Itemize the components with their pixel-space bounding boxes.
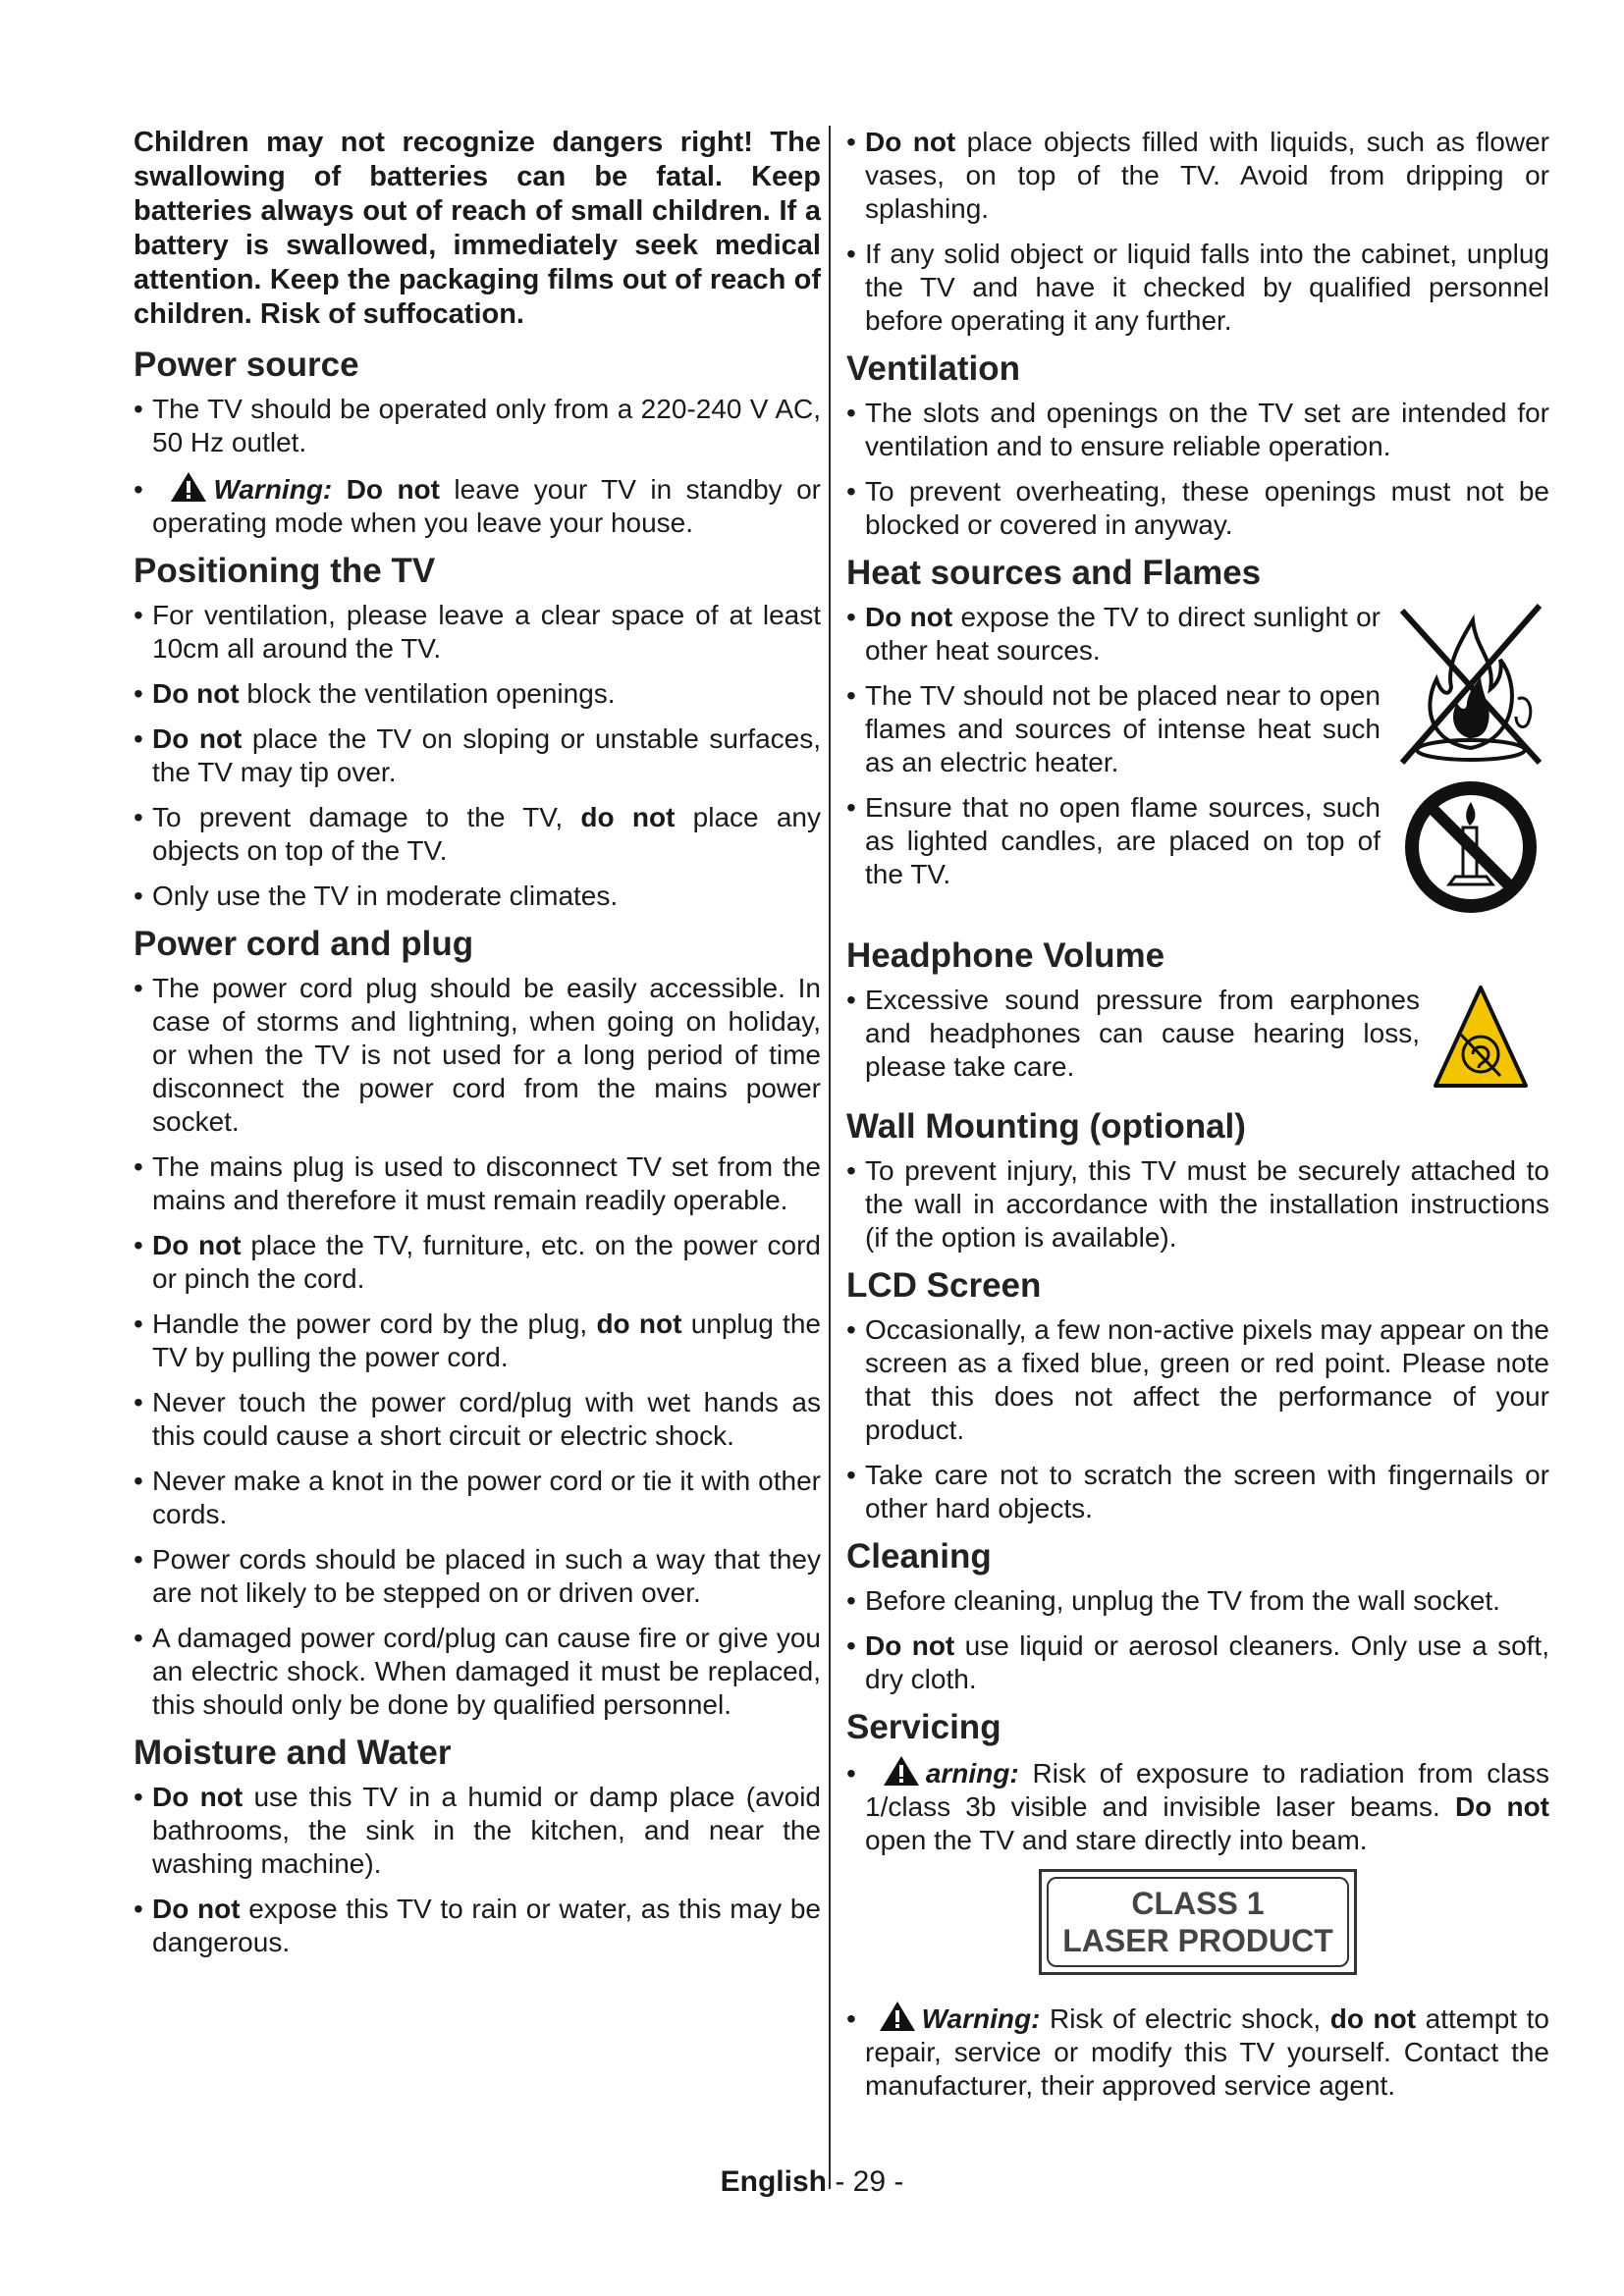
list-item: • Do not place objects filled with liquids, such as flower vases, on top of the TV. Avoid from dripping or splashing. bbox=[846, 126, 1549, 226]
heading-headphone: Headphone Volume bbox=[846, 936, 1165, 975]
list-positioning bbox=[134, 599, 821, 913]
heading-moisture: Moisture and Water bbox=[134, 1734, 452, 1772]
heading-power-source: Power source bbox=[134, 346, 359, 384]
list-item: • To prevent damage to the TV, do not place any objects on top of the TV. bbox=[134, 801, 821, 868]
right-column bbox=[846, 126, 1549, 2114]
list-item: • Before cleaning, unplug the TV from the wall socket. bbox=[846, 1584, 1549, 1618]
list-power-source bbox=[134, 393, 821, 540]
warning-triangle-icon bbox=[170, 471, 207, 503]
list-item: • Never touch the power cord/plug with wet hands as this could cause a short circuit or electric shock. bbox=[134, 1386, 821, 1453]
list-item: • The TV should be operated only from a 220-240 V AC, 50 Hz outlet. bbox=[134, 393, 821, 459]
list-item: • Do not block the ventilation openings. bbox=[134, 677, 821, 711]
page-footer bbox=[0, 2165, 1624, 2199]
heat-section bbox=[846, 601, 1549, 927]
list-item: • Do not place the TV on sloping or unstable surfaces, the TV may tip over. bbox=[134, 722, 821, 789]
list-item: • Do not use this TV in a humid or damp place (avoid bathrooms, the sink in the kitchen, and near the washing machine). bbox=[134, 1781, 821, 1881]
heading-lcd: LCD Screen bbox=[846, 1266, 1042, 1305]
list-item: • Excessive sound pressure from earphones and headphones can cause hearing loss, please take care. bbox=[846, 984, 1549, 1084]
list-item: • A damaged power cord/plug can cause fire or give you an electric shock. When damaged it must be replaced, this should only be done by qualified personnel. bbox=[134, 1622, 821, 1722]
hearing-warning-icon bbox=[1432, 984, 1530, 1092]
list-servicing-2 bbox=[846, 2001, 1549, 2103]
list-item: • Never make a knot in the power cord or tie it with other cords. bbox=[134, 1465, 821, 1531]
list-wall bbox=[846, 1154, 1549, 1255]
list-item: • To prevent injury, this TV must be securely attached to the wall in accordance with the installation instructions (if the option is available). bbox=[846, 1154, 1549, 1255]
list-item: • If any solid object or liquid falls into the cabinet, unplug the TV and have it checked by qualified personnel before operating it any further. bbox=[846, 238, 1549, 338]
warning-triangle-icon bbox=[883, 1755, 920, 1787]
list-ventilation bbox=[846, 397, 1549, 542]
list-item: • Take care not to scratch the screen with fingernails or other hard objects. bbox=[846, 1459, 1549, 1525]
list-item: • The TV should not be placed near to open flames and sources of intense heat such as an electric heater. bbox=[846, 679, 1549, 779]
heading-ventilation: Ventilation bbox=[846, 349, 1020, 388]
list-item: • Warning: Do not leave your TV in standby or operating mode when you leave your house. bbox=[134, 471, 821, 540]
list-item: • The mains plug is used to disconnect TV set from the mains and therefore it must remain readily operable. bbox=[134, 1150, 821, 1217]
list-item: • Do not expose this TV to rain or water, as this may be dangerous. bbox=[134, 1893, 821, 1959]
heading-power-cord: Power cord and plug bbox=[134, 925, 474, 963]
column-divider bbox=[829, 126, 831, 2189]
list-item: • The slots and openings on the TV set are intended for ventilation and to ensure reliable operation. bbox=[846, 397, 1549, 463]
heading-cleaning: Cleaning bbox=[846, 1537, 992, 1575]
list-power-cord bbox=[134, 972, 821, 1722]
no-fire-icon bbox=[1392, 601, 1549, 768]
footer-page-number: - 29 - bbox=[835, 2165, 904, 2198]
heading-wall: Wall Mounting (optional) bbox=[846, 1107, 1246, 1146]
heading-positioning: Positioning the TV bbox=[134, 552, 436, 590]
list-servicing bbox=[846, 1755, 1549, 1857]
list-item: • arning: Risk of exposure to radiation from class 1/class 3b visible and invisible laser beams. Do not open the TV and stare directly into beam. bbox=[846, 1755, 1549, 1857]
list-moisture bbox=[134, 1781, 821, 1959]
list-item: • For ventilation, please leave a clear space of at least 10cm all around the TV. bbox=[134, 599, 821, 666]
laser-product-label: CLASS 1 LASER PRODUCT bbox=[1039, 1869, 1357, 1975]
heading-servicing: Servicing bbox=[846, 1708, 1001, 1746]
heading-heat: Heat sources and Flames bbox=[846, 554, 1262, 592]
list-item: • Do not expose the TV to direct sunlight or other heat sources. bbox=[846, 601, 1549, 667]
warning-triangle-icon bbox=[879, 2001, 916, 2032]
list-item: • To prevent overheating, these openings must not be blocked or covered in anyway. bbox=[846, 475, 1549, 542]
list-item: • Power cords should be placed in such a way that they are not likely to be stepped on or driven over. bbox=[134, 1543, 821, 1610]
list-item: • Do not use liquid or aerosol cleaners. Only use a soft, dry cloth. bbox=[846, 1629, 1549, 1696]
list-item: • Occasionally, a few non-active pixels may appear on the screen as a fixed blue, green or red point. Please note that this does not affect the performance of your product. bbox=[846, 1313, 1549, 1447]
list-lcd bbox=[846, 1313, 1549, 1525]
list-item: • Do not place the TV, furniture, etc. on the power cord or pinch the cord. bbox=[134, 1229, 821, 1296]
heat-icons bbox=[1392, 601, 1549, 921]
left-column bbox=[134, 126, 821, 1971]
battery-warning-text: Children may not recognize dangers right! The swallowing of batteries can be fatal. Keep batteries always out of reach of small children. If a battery is swallowed, immediately seek medical attention. Keep the packaging films out of reach of children. Risk of suffocation. bbox=[134, 127, 821, 330]
list-item: • Only use the TV in moderate climates. bbox=[134, 880, 821, 913]
list-liquids bbox=[846, 126, 1549, 338]
list-item: • The power cord plug should be easily accessible. In case of storms and lightning, when going on holiday, or when the TV is not used for a long period of time disconnect the power cord from the mains power socket. bbox=[134, 972, 821, 1139]
laser-label-wrap bbox=[846, 1869, 1549, 1975]
headphone-section bbox=[846, 984, 1549, 1097]
no-candle-icon bbox=[1402, 778, 1540, 916]
footer-language: English bbox=[720, 2165, 827, 2198]
list-item: • Handle the power cord by the plug, do not unplug the TV by pulling the power cord. bbox=[134, 1308, 821, 1374]
list-item: • Ensure that no open flame sources, such as lighted candles, are placed on top of the TV. bbox=[846, 791, 1549, 891]
list-item: • Warning: Risk of electric shock, do not attempt to repair, service or modify this TV yourself. Contact the manufacturer, their approved service agent. bbox=[846, 2001, 1549, 2103]
list-cleaning bbox=[846, 1584, 1549, 1696]
